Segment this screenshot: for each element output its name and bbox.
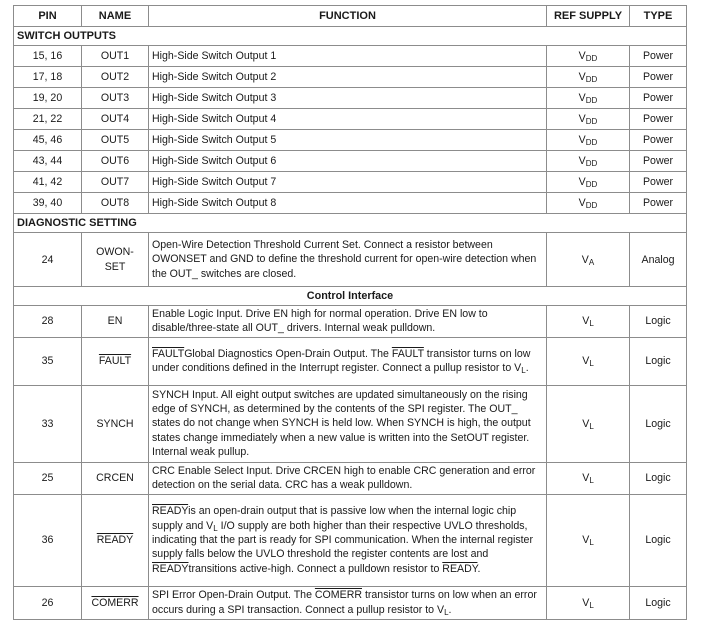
name-cell: OUT4 [82, 109, 149, 130]
pin-cell: 15, 16 [14, 46, 82, 67]
switch-output-row [14, 151, 687, 172]
ref-supply-cell [547, 233, 630, 287]
pin-cell: 28 [14, 306, 82, 338]
pin-cell: 35 [14, 337, 82, 385]
name-cell: EN [82, 306, 149, 338]
ref-v: V [578, 113, 586, 125]
ref-supply-cell [547, 586, 630, 619]
signal-ref: FAULT [152, 347, 185, 360]
switch-output-row [14, 109, 687, 130]
ref-v: V [582, 417, 590, 430]
function-cell: CRC Enable Select Input. Drive CRCEN high to enable CRC generation and error detection on the serial data. CRC has a weak pulldown. [149, 462, 547, 494]
table-row [14, 494, 687, 586]
header-type: TYPE [630, 6, 687, 27]
ref-supply-cell [547, 151, 630, 172]
ref-supply-cell [547, 46, 630, 67]
ref-sub: L [589, 421, 594, 431]
ref-supply-cell [547, 130, 630, 151]
signal-ref: READY [442, 562, 478, 575]
switch-output-row [14, 193, 687, 214]
text-fragment: . [525, 362, 529, 375]
switch-output-row [14, 46, 687, 67]
name-cell [82, 494, 149, 586]
signal-ref: READY [152, 505, 189, 518]
ref-sub: DD [585, 201, 598, 210]
signal-ref: FAULT [391, 347, 424, 360]
text-fragment: . [477, 562, 481, 575]
name-cell: OUT6 [82, 151, 149, 172]
pin-cell: 21, 22 [14, 109, 82, 130]
ref-sub: L [589, 319, 594, 329]
type-cell: Power [630, 67, 687, 88]
name-cell [82, 337, 149, 385]
table-row [14, 233, 687, 287]
type-cell: Logic [630, 385, 687, 462]
ref-supply-cell [547, 385, 630, 462]
type-cell: Power [630, 151, 687, 172]
ref-sub: A [588, 257, 595, 267]
ref-sub: DD [585, 96, 598, 105]
section-switch-outputs [14, 27, 687, 46]
ref-supply-cell [547, 337, 630, 385]
name-cell: OUT5 [82, 130, 149, 151]
pin-cell: 36 [14, 494, 82, 586]
text-fragment: transistor turns on low when an error occurs during a SPI transaction. Connect a pullup resistor to V [152, 589, 537, 616]
section-title: SWITCH OUTPUTS [14, 27, 687, 46]
section-diagnostic-setting [14, 214, 687, 233]
ref-sub: L [589, 538, 594, 548]
ref-supply-cell [547, 494, 630, 586]
name-cell: OUT1 [82, 46, 149, 67]
text-fragment: transitions active-high. Connect a pulldown resistor to [188, 562, 443, 575]
function-cell: Open-Wire Detection Threshold Current Set. Connect a resistor between OWONSET and GND to define the threshold current for open-wire detection when the OUT_ switches are closed. [149, 233, 547, 287]
table-row [14, 337, 687, 385]
ref-v: V [578, 155, 586, 167]
table-row [14, 306, 687, 338]
type-cell: Logic [630, 494, 687, 586]
ref-v: V [582, 315, 590, 328]
type-cell: Power [630, 46, 687, 67]
ref-v: V [582, 534, 590, 547]
switch-output-row [14, 88, 687, 109]
type-cell: Power [630, 88, 687, 109]
pin-cell: 24 [14, 233, 82, 287]
function-cell [149, 494, 547, 586]
signal-ref: COMERR [314, 589, 362, 602]
text-fragment: is an open-drain output that is passive low when the internal logic chip supply and V [152, 505, 517, 532]
ref-sub: DD [585, 180, 598, 189]
ref-sub: L [589, 600, 594, 610]
type-cell: Power [630, 172, 687, 193]
ref-v: V [578, 50, 586, 62]
signal-name: COMERR [91, 596, 139, 609]
header-name: NAME [82, 6, 149, 27]
name-cell: OUT8 [82, 193, 149, 214]
ref-v: V [581, 253, 589, 266]
signal-name: FAULT [98, 355, 132, 368]
pin-cell: 45, 46 [14, 130, 82, 151]
ref-supply-cell [547, 67, 630, 88]
pin-cell: 41, 42 [14, 172, 82, 193]
header-ref-supply: REF SUPPLY [547, 6, 630, 27]
name-cell [82, 586, 149, 619]
pin-cell: 33 [14, 385, 82, 462]
ref-supply-cell [547, 172, 630, 193]
ref-v: V [582, 472, 590, 485]
function-cell: High-Side Switch Output 7 [149, 172, 547, 193]
ref-v: V [578, 197, 586, 209]
type-cell: Analog [630, 233, 687, 287]
header-pin: PIN [14, 6, 82, 27]
pin-cell: 26 [14, 586, 82, 619]
header-row [14, 6, 687, 27]
section-title: DIAGNOSTIC SETTING [14, 214, 687, 233]
table-row [14, 462, 687, 494]
function-cell: High-Side Switch Output 3 [149, 88, 547, 109]
ref-v: V [578, 134, 586, 146]
function-cell: High-Side Switch Output 2 [149, 67, 547, 88]
ref-sub: DD [585, 117, 598, 126]
function-cell: High-Side Switch Output 5 [149, 130, 547, 151]
section-control-interface [14, 287, 687, 306]
name-cell: CRCEN [82, 462, 149, 494]
ref-supply-cell [547, 462, 630, 494]
text-fragment: . [448, 603, 452, 616]
switch-output-row [14, 130, 687, 151]
ref-v: V [578, 71, 586, 83]
ref-v: V [578, 176, 586, 188]
function-cell: High-Side Switch Output 1 [149, 46, 547, 67]
signal-name: READY [96, 534, 134, 547]
function-cell [149, 337, 547, 385]
ref-supply-cell [547, 88, 630, 109]
ref-sub: DD [585, 75, 598, 84]
name-cell: OUT3 [82, 88, 149, 109]
ref-supply-cell [547, 109, 630, 130]
ref-v: V [582, 596, 590, 609]
text-fragment: Global Diagnostics Open-Drain Output. The [184, 347, 392, 360]
function-cell [149, 586, 547, 619]
type-cell: Logic [630, 462, 687, 494]
function-cell: SYNCH Input. All eight output switches are updated simultaneously on the rising edge of SYNCH, as determined by the contents of the SPI register. The OUT_ states do not change when SYNCH is held low. When SYNCH is high, the output states change immediately when a new value is written into the SetOUT register. Internal weak pullup. [149, 385, 547, 462]
name-cell: SYNCH [82, 385, 149, 462]
pin-cell: 39, 40 [14, 193, 82, 214]
name-cell: OWON- SET [82, 233, 149, 287]
ref-supply-cell [547, 306, 630, 338]
switch-output-row [14, 172, 687, 193]
ref-supply-cell [547, 193, 630, 214]
signal-ref: READY [152, 562, 189, 575]
text-sub: L [444, 607, 449, 617]
text-sub: L [521, 366, 526, 376]
ref-sub: DD [585, 159, 598, 168]
ref-v: V [582, 355, 590, 368]
pin-cell: 17, 18 [14, 67, 82, 88]
function-cell: High-Side Switch Output 8 [149, 193, 547, 214]
function-cell: High-Side Switch Output 6 [149, 151, 547, 172]
pin-description-table [13, 5, 687, 620]
type-cell: Power [630, 193, 687, 214]
pin-cell: 25 [14, 462, 82, 494]
ref-sub: DD [585, 138, 598, 147]
function-cell: Enable Logic Input. Drive EN high for normal operation. Drive EN low to disable/three-state all OUT_ drivers. Internal weak pulldown. [149, 306, 547, 338]
ref-sub: L [589, 359, 594, 369]
ref-sub: L [589, 476, 594, 486]
section-title: Control Interface [14, 287, 687, 306]
type-cell: Power [630, 130, 687, 151]
type-cell: Logic [630, 337, 687, 385]
ref-sub: DD [585, 54, 598, 63]
table-row [14, 586, 687, 619]
switch-output-row [14, 67, 687, 88]
text-fragment: I/O supply are both higher than their respective UVLO thresholds, indicating that the part is ready for SPI communication. When the internal register supply falls below the UVLO threshold the register contents are lost and [152, 519, 533, 561]
pin-cell: 19, 20 [14, 88, 82, 109]
name-cell: OUT2 [82, 67, 149, 88]
function-cell: High-Side Switch Output 4 [149, 109, 547, 130]
type-cell: Logic [630, 586, 687, 619]
type-cell: Power [630, 109, 687, 130]
text-sub: L [213, 523, 218, 533]
table-row [14, 385, 687, 462]
text-fragment: SPI Error Open-Drain Output. The [152, 589, 315, 602]
name-cell: OUT7 [82, 172, 149, 193]
pin-cell: 43, 44 [14, 151, 82, 172]
text-fragment: transistor turns on low under conditions defined in the Interrupt register. Connect a pullup resistor to V [152, 347, 531, 375]
ref-v: V [578, 92, 586, 104]
type-cell: Logic [630, 306, 687, 338]
header-function: FUNCTION [149, 6, 547, 27]
